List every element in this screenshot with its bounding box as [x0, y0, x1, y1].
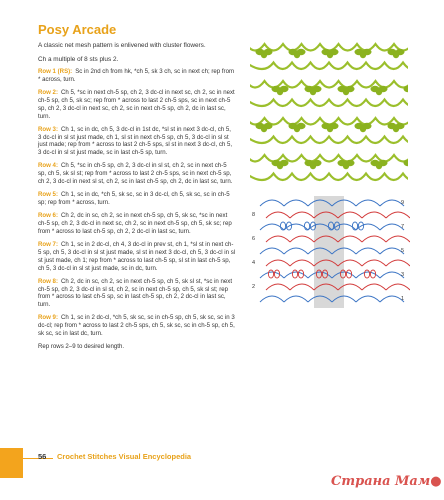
watermark-dot: ● — [430, 474, 442, 489]
row-text: Ch 1, sc in dc, *ch 5, sk sc, sc in 3 dc-cl, ch 5, sk sc, sc in ch-5 sp; rep from * across, turn. — [38, 191, 230, 207]
row-number-right: 7 — [401, 224, 405, 230]
swatch-photo — [250, 36, 408, 184]
stitch-multiple: Ch a multiple of 8 sts plus 2. — [38, 55, 119, 63]
book-title: Crochet Stitches Visual Encyclopedia — [57, 452, 192, 461]
row-text: Sc in 2nd ch from hk, *ch 5, sk 3 ch, sc in next ch; rep from * across, turn. — [38, 68, 235, 83]
page-title: Posy Arcade — [38, 22, 117, 37]
row-number-left: 8 — [252, 212, 256, 218]
pattern-row — [38, 89, 236, 121]
pattern-row — [38, 126, 236, 158]
row-label: Row 6: — [38, 212, 58, 220]
row-number-right: 3 — [401, 272, 405, 278]
row-text: Ch 1, sc in dc, ch 5, 3 dc-cl in 1st dc, *sl st in next 3 dc-cl, ch 5, 3 dc-cl in sl st just made, ch 1, sl st in next ch-5 sp, ch 5, 3 dc-cl in sl st just made; rep from * across to last 2 ch-5 sps, sl st in next 3 dc-cl, ch 5, 3 dc-cl in sl st just made, sc in last ch-5 sp, turn. — [38, 125, 233, 157]
row-label: Row 5: — [38, 191, 58, 199]
page-number: 56 — [38, 452, 47, 461]
watermark-text: Страна Мам — [331, 474, 431, 489]
row-label: Row 1 (RS): — [38, 68, 73, 75]
row-label: Row 7: — [38, 240, 58, 248]
row-text: Ch 1, sc in 2 dc-cl, *ch 5, sk sc, sc in ch-5 sp, ch 5, sk sc, sc in 3 dc-cl; rep from * across to last 2 ch-5 sps, ch 5, sk sc, sc in ch-5 sp, ch 5, sk sc, sc in last dc, turn. — [38, 314, 235, 338]
row-label: Row 8: — [38, 277, 58, 285]
intro-block — [38, 42, 236, 69]
row-text: Ch 2, dc in sc, ch 2, sc in next ch-5 sp, ch 5, sk sl st, *sc in next ch-5 sp, ch 2, 3 dc-cl in sl st, ch 2, sc in next ch-5 sp, ch 5, sk sl st; rep from * across to last ch-5 sp, sc in last ch-5 sp, ch 2, 2 dc-cl in last sc, turn. — [38, 277, 233, 309]
pattern-row — [38, 191, 236, 207]
pattern-row — [38, 162, 236, 186]
closing-instruction: Rep rows 2–9 to desired length. — [38, 343, 125, 351]
row-number-right: 9 — [401, 200, 405, 206]
row-text: Ch 5, *sc in next ch-5 sp, ch 2, 3 dc-cl in next sc, ch 2, sc in next ch-5 sp, ch 5, sk sc; rep from * across to last 2 ch-5 sps, sc in next ch-5 sp, ch 2, 3 dc-cl in next sc, ch 2, sc in next ch-5 sp, ch 2, dc in last sc, turn. — [38, 88, 235, 120]
row-label: Row 3: — [38, 125, 58, 133]
row-label: Row 9: — [38, 314, 58, 322]
row-text: Ch 5, *sc in ch-5 sp, ch 2, 3 dc-cl in sl st, ch 2, sc in next ch-5 sp, ch 5, sk sl st; rep from * across to last 2 ch-5 sps, sc in next ch-5 sp, ch 2, 3 dc-cl in next sl st, ch 2, sc in last ch-5 sp, ch 2, dc in last sc, turn. — [38, 162, 233, 186]
row-number-left: 6 — [252, 236, 256, 242]
row-number-right: 5 — [401, 248, 405, 254]
pattern-row — [38, 278, 236, 310]
row-label: Row 2: — [38, 88, 58, 96]
pattern-row — [38, 241, 236, 273]
pattern-rows — [38, 68, 236, 351]
pattern-row — [38, 212, 236, 236]
watermark-logo — [331, 474, 442, 489]
intro-description: A classic net mesh pattern is enlivened with cluster flowers. — [38, 42, 206, 49]
row-text: Ch 2, dc in sc, ch 2, sc in next ch-5 sp, ch 5, sk sc, *sc in next ch-5 sp, ch 2, 3 dc-cl in next sc, ch 2, sc in next ch-5 sp, ch 5, sk sc; rep from * across to last ch-5 sp, ch 2, 2 dc-cl in last sc, turn. — [38, 212, 232, 235]
row-text: Ch 1, sc in 2 dc-cl, ch 4, 3 dc-cl in prev st, ch 1, *sl st in next ch-5 sp, ch 5, 3 dc-cl in sl st just made, sl st in next 3 dc-cl, ch 5, 3 dc-cl in sl st just made, ch 1; rep from * across to last ch-5 sp, sl st in last ch-5 sp, ch 5, 3 dc-cl in sl st just made, sc in dc, turn. — [38, 240, 236, 272]
pattern-row — [38, 68, 236, 84]
row-label: Row 4: — [38, 162, 58, 170]
footer-color-bar — [0, 448, 23, 478]
pattern-row — [38, 314, 236, 338]
row-number-right: 1 — [401, 296, 405, 302]
row-number-left: 4 — [252, 260, 256, 266]
row-number-left: 2 — [252, 284, 256, 290]
stitch-chart — [250, 192, 410, 310]
